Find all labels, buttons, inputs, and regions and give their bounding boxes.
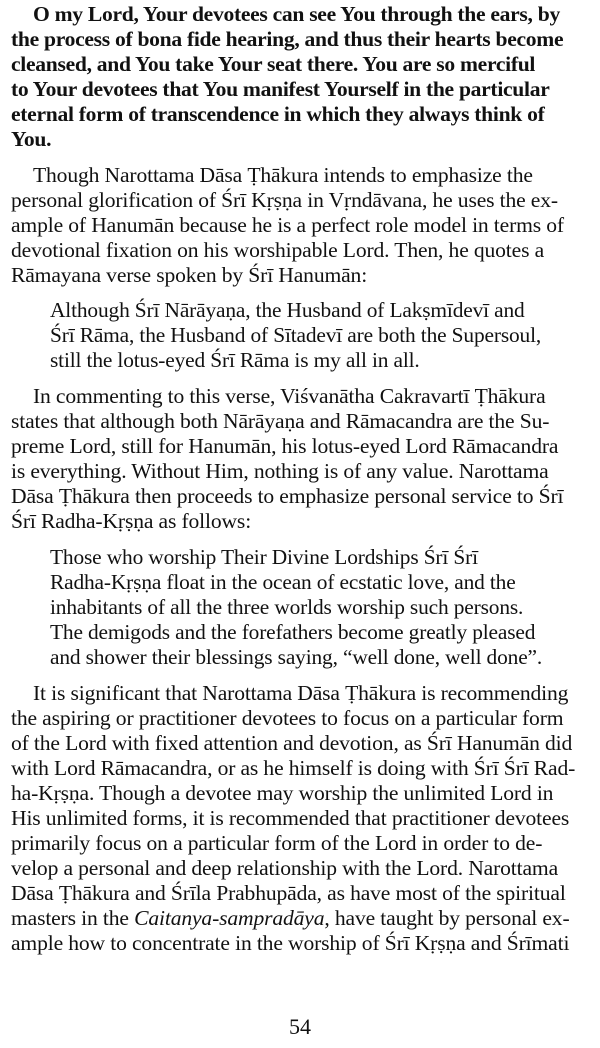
- lead-quote-line: eternal form of transcendence in which they always think of: [11, 102, 545, 126]
- verse-line: still the lotus-eyed Śrī Rāma is my all in all.: [50, 348, 420, 372]
- paragraph-line: It is significant that Narottama Dāsa Ṭhākura is recommending: [33, 681, 569, 705]
- paragraph-line: preme Lord, still for Hanumān, his lotus-eyed Lord Rāmacandra: [11, 434, 559, 458]
- paragraph-line: ample how to concentrate in the worship of Śrī Kṛṣṇa and Śrīmati: [11, 931, 570, 955]
- paragraph-line: devotional fixation on his worshipable Lord. Then, he quotes a: [11, 238, 545, 262]
- paragraph-line: Rāmayana verse spoken by Śrī Hanumān:: [11, 263, 368, 287]
- paragraph-line: of the Lord with fixed attention and devotion, as Śrī Hanumān did: [11, 731, 573, 755]
- verse-line: Although Śrī Nārāyaṇa, the Husband of Lakṣmīdevī and: [50, 298, 525, 322]
- lead-quote-line: You.: [11, 127, 52, 151]
- page-number: 54: [289, 1014, 311, 1039]
- verse-line: inhabitants of all the three worlds worship such persons.: [50, 595, 524, 619]
- paragraph-line: ample of Hanumān because he is a perfect role model in terms of: [11, 213, 564, 237]
- verse-line: and shower their blessings saying, “well done, well done”.: [50, 645, 543, 669]
- verse-line: Radha-Kṛṣṇa float in the ocean of ecstatic love, and the: [50, 570, 516, 594]
- lead-quote-line: cleansed, and You take Your seat there. You are so merciful: [11, 52, 536, 76]
- paragraph-line: Śrī Radha-Kṛṣṇa as follows:: [11, 509, 252, 533]
- paragraph-line: In commenting to this verse, Viśvanātha Cakravartī Ṭhākura: [33, 384, 546, 408]
- paragraph-line: ha-Kṛṣṇa. Though a devotee may worship the unlimited Lord in: [11, 781, 554, 805]
- italic-title: Caitanya-sampradāya: [134, 906, 325, 930]
- lead-quote-line: the process of bona fide hearing, and thus their hearts become: [11, 27, 564, 51]
- paragraph-line: personal glorification of Śrī Kṛṣṇa in Vṛndāvana, he uses the ex-: [11, 188, 558, 212]
- paragraph-line: His unlimited forms, it is recommended that practitioner devotees: [11, 806, 570, 830]
- paragraph-line: velop a personal and deep relationship with the Lord. Narottama: [11, 856, 559, 880]
- paragraph-line: with Lord Rāmacandra, or as he himself is doing with Śrī Śrī Rad-: [11, 756, 576, 780]
- lead-quote-line: to Your devotees that You manifest Yourself in the particular: [11, 77, 550, 101]
- verse-line: The demigods and the forefathers become greatly pleased: [50, 620, 536, 644]
- paragraph-line: the aspiring or practitioner devotees to focus on a particular form: [11, 706, 564, 730]
- paragraph-line: [11, 906, 570, 931]
- paragraph-line: Dāsa Ṭhākura and Śrīla Prabhupāda, as have most of the spiritual: [11, 881, 566, 905]
- text-run: , have taught by personal ex-: [324, 906, 570, 930]
- paragraph-line: Dāsa Ṭhākura then proceeds to emphasize personal service to Śrī: [11, 484, 564, 508]
- verse-line: Śrī Rāma, the Husband of Sītadevī are both the Supersoul,: [50, 323, 542, 347]
- paragraph-line: is everything. Without Him, nothing is of any value. Narottama: [11, 459, 549, 483]
- paragraph-line: Though Narottama Dāsa Ṭhākura intends to emphasize the: [33, 163, 533, 187]
- paragraph-line: primarily focus on a particular form of the Lord in order to de-: [11, 831, 543, 855]
- verse-line: Those who worship Their Divine Lordships Śrī Śrī: [50, 545, 478, 569]
- paragraph-line: states that although both Nārāyaṇa and Rāmacandra are the Su-: [11, 409, 550, 433]
- text-run: masters in the: [11, 906, 135, 930]
- lead-quote-line: O my Lord, Your devotees can see You through the ears, by: [33, 2, 560, 26]
